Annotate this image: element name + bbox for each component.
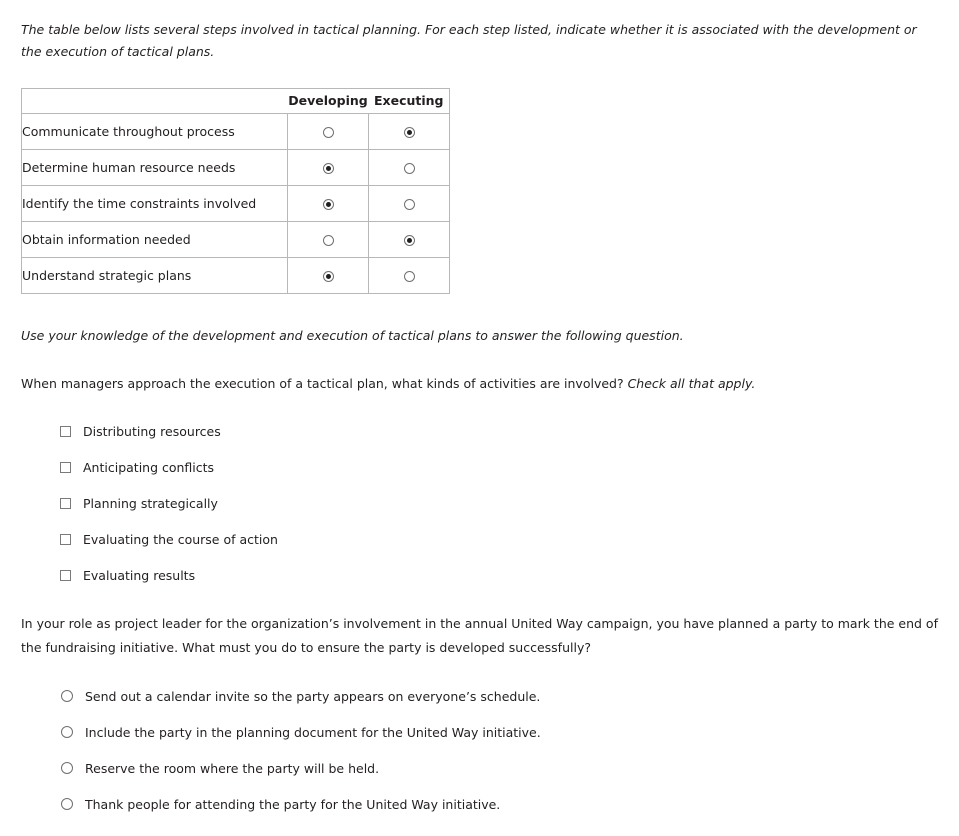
option-label: Thank people for attending the party for the United Way initiative. bbox=[85, 796, 501, 812]
intro-instructions: The table below lists several steps involved in tactical planning. For each step listed, indicate whether it is associated with the development or the execution of tactical plans. bbox=[21, 22, 917, 59]
radio-icon[interactable] bbox=[61, 726, 73, 738]
option-label: Include the party in the planning document for the United Way initiative. bbox=[85, 724, 541, 740]
radio-cell-executing[interactable] bbox=[369, 114, 450, 150]
option-label: Planning strategically bbox=[83, 495, 218, 511]
radio-cell-executing[interactable] bbox=[369, 258, 450, 294]
list-item[interactable] bbox=[61, 786, 861, 822]
radio-icon[interactable] bbox=[61, 762, 73, 774]
radio-executing[interactable] bbox=[404, 163, 415, 174]
step-label: Understand strategic plans bbox=[22, 258, 288, 294]
question-3-options bbox=[61, 678, 861, 822]
table-row bbox=[22, 222, 450, 258]
matrix-body bbox=[22, 114, 450, 294]
radio-developing[interactable] bbox=[323, 199, 334, 210]
matrix-header bbox=[22, 89, 450, 114]
radio-cell-executing[interactable] bbox=[369, 186, 450, 222]
step-label: Identify the time constraints involved bbox=[22, 186, 288, 222]
table-row bbox=[22, 258, 450, 294]
radio-cell-developing[interactable] bbox=[288, 150, 369, 186]
radio-icon[interactable] bbox=[61, 798, 73, 810]
question-2-prompt-main: When managers approach the execution of a tactical plan, what kinds of activities are involved? bbox=[21, 376, 628, 391]
table-row bbox=[22, 150, 450, 186]
option-label: Distributing resources bbox=[83, 423, 221, 439]
knowledge-instruction: Use your knowledge of the development and execution of tactical plans to answer the following question. bbox=[21, 328, 684, 343]
matrix-header-blank bbox=[22, 89, 288, 114]
radio-cell-developing[interactable] bbox=[288, 186, 369, 222]
tactical-planning-matrix bbox=[21, 88, 450, 294]
list-item[interactable] bbox=[60, 485, 760, 521]
list-item[interactable] bbox=[61, 750, 861, 786]
checkbox-icon[interactable] bbox=[60, 462, 71, 473]
step-label: Communicate throughout process bbox=[22, 114, 288, 150]
radio-cell-developing[interactable] bbox=[288, 222, 369, 258]
checkbox-icon[interactable] bbox=[60, 498, 71, 509]
radio-executing[interactable] bbox=[404, 271, 415, 282]
radio-developing[interactable] bbox=[323, 235, 334, 246]
radio-icon[interactable] bbox=[61, 690, 73, 702]
step-label: Determine human resource needs bbox=[22, 150, 288, 186]
list-item[interactable] bbox=[60, 449, 760, 485]
radio-cell-developing[interactable] bbox=[288, 114, 369, 150]
matrix-header-developing: Developing bbox=[288, 89, 369, 114]
radio-developing[interactable] bbox=[323, 163, 334, 174]
option-label: Anticipating conflicts bbox=[83, 459, 215, 475]
checkbox-icon[interactable] bbox=[60, 570, 71, 581]
radio-cell-executing[interactable] bbox=[369, 150, 450, 186]
matrix-header-executing: Executing bbox=[369, 89, 450, 114]
list-item[interactable] bbox=[60, 413, 760, 449]
radio-executing[interactable] bbox=[404, 127, 415, 138]
radio-cell-developing[interactable] bbox=[288, 258, 369, 294]
checkbox-icon[interactable] bbox=[60, 426, 71, 437]
question-3-prompt: In your role as project leader for the organization’s involvement in the annual United Way campaign, you have planned a party to mark the end of the fundraising initiative. What must you do to ensure the party is developed successfully? bbox=[21, 616, 938, 655]
option-label: Reserve the room where the party will be held. bbox=[85, 760, 380, 776]
list-item[interactable] bbox=[60, 521, 760, 557]
step-label: Obtain information needed bbox=[22, 222, 288, 258]
radio-developing[interactable] bbox=[323, 271, 334, 282]
radio-developing[interactable] bbox=[323, 127, 334, 138]
option-label: Send out a calendar invite so the party appears on everyone’s schedule. bbox=[85, 688, 541, 704]
radio-executing[interactable] bbox=[404, 199, 415, 210]
question-2-prompt bbox=[21, 374, 931, 394]
list-item[interactable] bbox=[60, 557, 760, 593]
option-label: Evaluating the course of action bbox=[83, 531, 278, 547]
table-row bbox=[22, 186, 450, 222]
question-2-prompt-hint: Check all that apply. bbox=[627, 376, 756, 391]
matrix-header-row bbox=[22, 89, 450, 114]
list-item[interactable] bbox=[61, 714, 861, 750]
option-label: Evaluating results bbox=[83, 567, 196, 583]
question-2-options bbox=[60, 413, 760, 593]
checkbox-icon[interactable] bbox=[60, 534, 71, 545]
radio-cell-executing[interactable] bbox=[369, 222, 450, 258]
list-item[interactable] bbox=[61, 678, 861, 714]
radio-executing[interactable] bbox=[404, 235, 415, 246]
table-row bbox=[22, 114, 450, 150]
